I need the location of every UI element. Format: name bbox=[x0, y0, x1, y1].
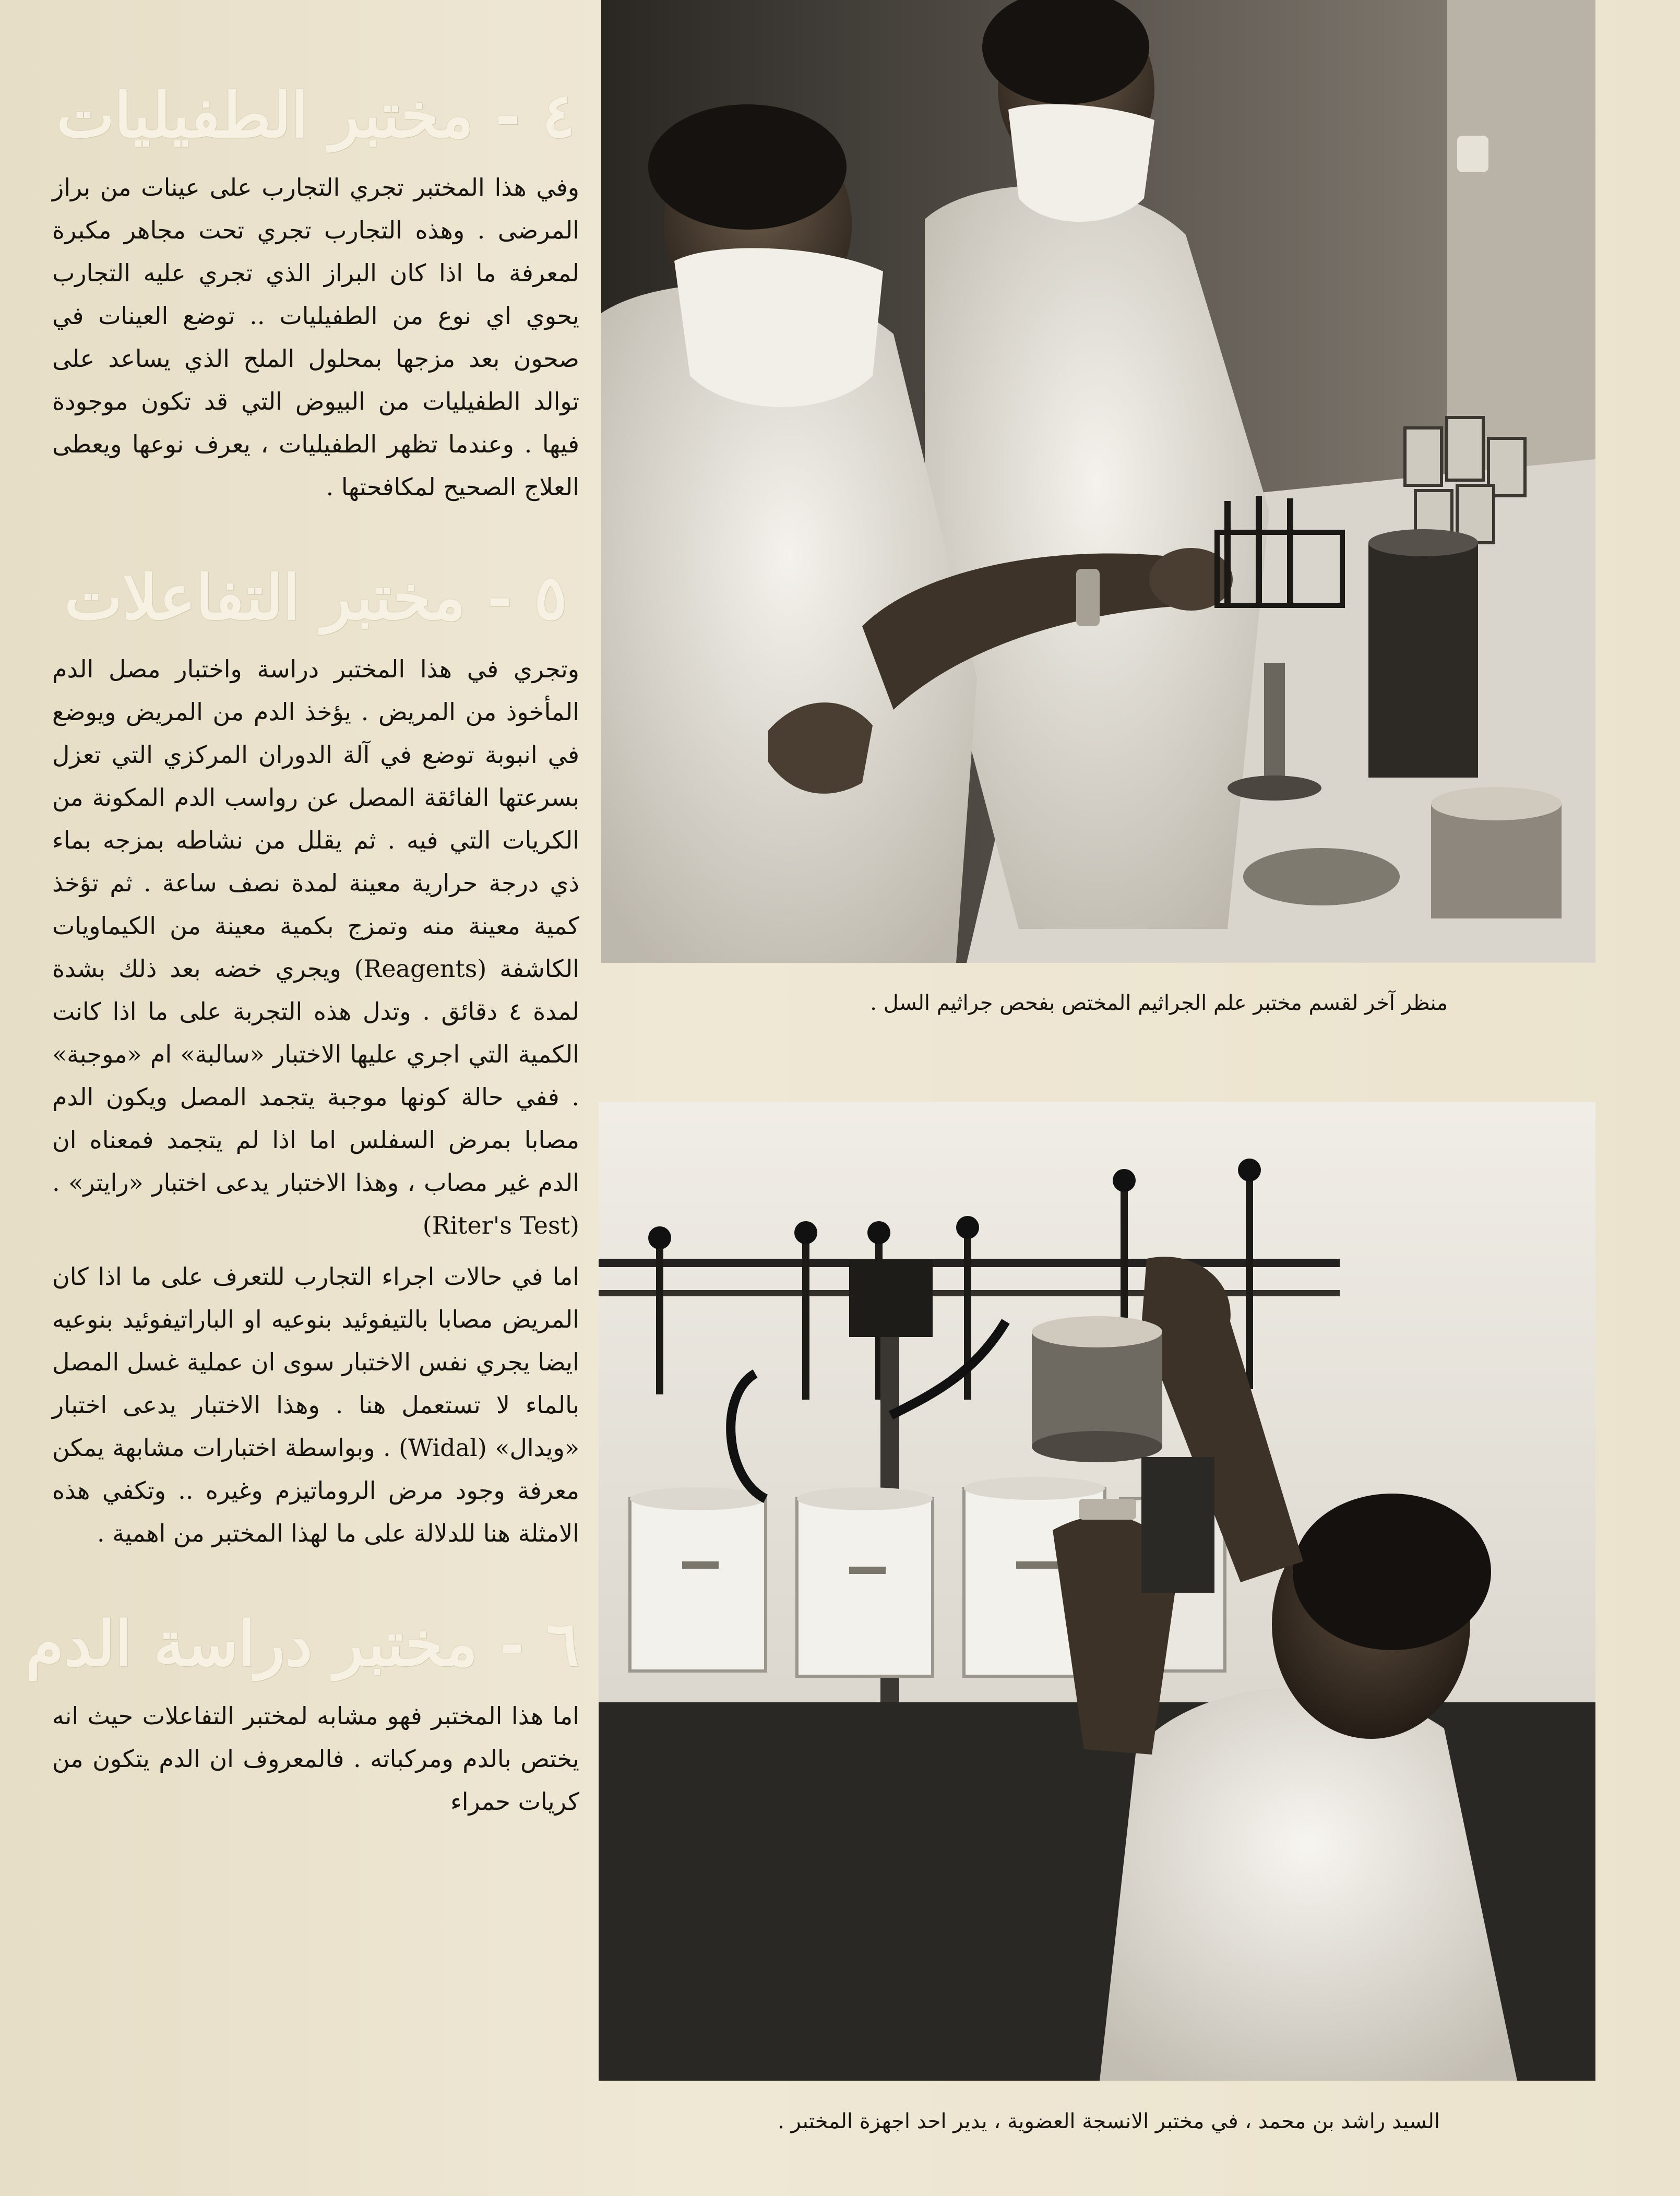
photo-tuberculosis-lab bbox=[601, 0, 1595, 963]
section-paragraph: اما في حالات اجراء التجارب للتعرف على ما اذا كان المريض مصابا بالتيفوئيد بنوعيه او الباراتيفوئيد بنوعيه ايضا يجري نفس الاختبار سوى ان عملية غسل المصل بالماء لا تستعمل هنا . وهذا الاختبار يدعى اختبار «ويدال» (Widal) . وبواسطة اختبارات مشابهة يمكن معرفة وجود مرض الروماتيزم وغيره .. وتكفي هذه الامثلة هنا للدلالة على ما لهذا المختبر من اهمية . bbox=[52, 1262, 579, 1548]
section-heading-reactions: ٥ - مختبر التفاعلات bbox=[64, 560, 567, 634]
section-paragraph: وتجري في هذا المختبر دراسة واختبار مصل الدم المأخوذ من المريض . يؤخذ الدم من المريض ويوضع في انبوبة توضع في آلة الدوران المركزي التي تعزل بسرعتها الفائقة المصل عن رواسب الدم المكونة من الكريات التي فيه . ثم يقلل من نشاطه بمزجه بماء ذي درجة حرارية معينة لمدة نصف ساعة . ثم تؤخذ كمية معينة منه وتمزج بكمية معينة من الكيماويات الكاشفة (Reagents) ويجري خضه بعد ذلك بشدة لمدة ٤ دقائق . وتدل هذه التجربة على ما اذا كانت الكمية التي اجري عليها الاختبار «سالبة» ام «موجبة» . ففي حالة كونها موجبة يتجمد المصل ويكون الدم مصابا بمرض السفلس اما اذا لم يتجمد فمعناه ان الدم غير مصاب ، وهذا الاختبار يدعى اختبار «رايتر» . (Riter's Test) bbox=[52, 655, 579, 1240]
photo-caption: السيد راشد بن محمد ، في مختبر الانسجة العضوية ، يدير احد اجهزة المختبر . bbox=[778, 2109, 1440, 2133]
article-text-column bbox=[26, 78, 579, 2155]
section-paragraph: وفي هذا المختبر تجري التجارب على عينات من براز المرضى . وهذه التجارب تجري تحت مجاهر مكبرة لمعرفة ما اذا كان البراز الذي تجري عليه التجارب يحوي اي نوع من الطفيليات .. توضع العينات في صحون بعد مزجها بمحلول الملح الذي يساعد على توالد الطفيليات من البيوض التي قد تكون موجودة فيها . وعندما تظهر الطفيليات ، يعرف نوعها ويعطى العلاج الصحيح لمكافحتها . bbox=[52, 173, 579, 501]
photo-tissue-lab-illustration bbox=[599, 1102, 1595, 2081]
section-heading-parasites: ٤ - مختبر الطفيليات bbox=[56, 79, 575, 151]
section-paragraph: اما هذا المختبر فهو مشابه لمختبر التفاعلات حيث انه يختص بالدم ومركباته . فالمعروف ان الدم يتكون من كريات حمراء bbox=[52, 1701, 579, 1816]
section-heading-blood-study: ٦ - مختبر دراسة الدم bbox=[26, 1607, 579, 1680]
photo-caption: منظر آخر لقسم مختبر علم الجراثيم المختص بفحص جراثيم السل . bbox=[870, 991, 1448, 1015]
photo-tuberculosis-lab-illustration bbox=[601, 0, 1595, 963]
photo-tissue-lab bbox=[599, 1102, 1595, 2081]
